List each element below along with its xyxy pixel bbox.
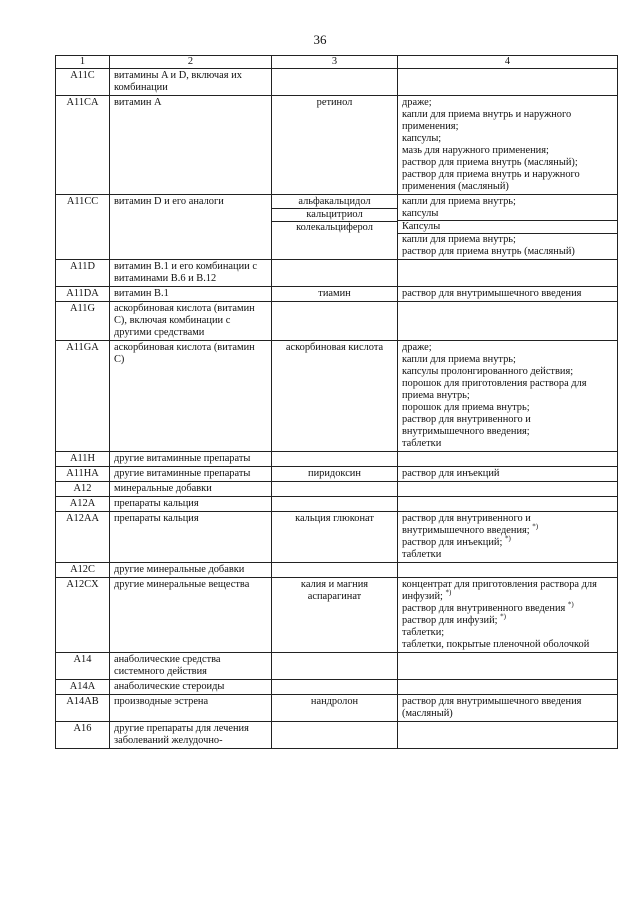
dosage-forms-cell [398, 497, 618, 512]
group-name-cell: витамин B.1 [110, 287, 272, 302]
dosage-form-line: раствор для внутривенного и внутримышечного введения; *) [402, 513, 539, 536]
atc-code-cell: A11G [56, 302, 110, 341]
dosage-form-line: раствор для инъекций [402, 468, 500, 479]
inn-cell [272, 563, 398, 578]
group-name-cell: другие минеральные вещества [110, 578, 272, 653]
inn-cell: пиридоксин [272, 467, 398, 482]
footnote-mark: *) [532, 522, 539, 531]
atc-code-cell: A12CX [56, 578, 110, 653]
dosage-form-line: раствор для внутримышечного введения (масляный) [402, 696, 582, 719]
atc-code-cell: A11DA [56, 287, 110, 302]
table-row [56, 653, 618, 680]
footnote-mark: *) [445, 588, 452, 597]
table-header-row [56, 56, 618, 69]
group-name-cell: препараты кальция [110, 497, 272, 512]
inn-entry: кальцитриол [272, 208, 397, 221]
dosage-form-line: раствор для приема внутрь и наружного применения (масляный) [402, 169, 580, 192]
inn-cell [272, 497, 398, 512]
inn-cell: ретинол [272, 96, 398, 195]
atc-code-cell: A11D [56, 260, 110, 287]
group-name-cell: минеральные добавки [110, 482, 272, 497]
dosage-forms-cell [398, 302, 618, 341]
table-row [56, 563, 618, 578]
inn-cell [272, 680, 398, 695]
dosage-forms-cell [398, 260, 618, 287]
atc-code-cell: A14 [56, 653, 110, 680]
dosage-form-line: порошок для приготовления раствора для приема внутрь; [402, 378, 587, 401]
dosage-form-line: таблетки; [402, 627, 445, 638]
dosage-forms-entry [398, 233, 617, 258]
table-row [56, 287, 618, 302]
dosage-forms-cell [398, 695, 618, 722]
group-name-cell: витамин A [110, 96, 272, 195]
dosage-forms-cell [398, 680, 618, 695]
dosage-form-line: капли для приема внутрь; [402, 196, 516, 207]
dosage-form-line: таблетки [402, 549, 442, 560]
group-name-cell: витамины A и D, включая их комбинации [110, 69, 272, 96]
atc-code-cell: A14A [56, 680, 110, 695]
dosage-form-line: раствор для инфузий; *) [402, 612, 506, 626]
dosage-forms-cell [398, 512, 618, 563]
table-row [56, 578, 618, 653]
inn-cell [272, 69, 398, 96]
dosage-form-line: капли для приема внутрь; [402, 234, 516, 245]
footnote-mark: *) [567, 600, 574, 609]
dosage-forms-cell [398, 467, 618, 482]
inn-cell: калия и магния аспарагинат [272, 578, 398, 653]
atc-code-cell: A14AB [56, 695, 110, 722]
dosage-form-line: раствор для внутривенного введения *) [402, 600, 574, 614]
footnote-mark: *) [500, 612, 506, 621]
dosage-form-line: таблетки, покрытые пленочной оболочкой [402, 639, 590, 650]
dosage-forms-cell [398, 653, 618, 680]
dosage-form-line: порошок для приема внутрь; [402, 402, 530, 413]
atc-code-cell: A11CA [56, 96, 110, 195]
inn-cell [272, 195, 398, 260]
table-row [56, 260, 618, 287]
inn-cell [272, 482, 398, 497]
inn-cell: тиамин [272, 287, 398, 302]
group-name-cell: анаболические стероиды [110, 680, 272, 695]
group-name-cell: другие минеральные добавки [110, 563, 272, 578]
dosage-forms-cell [398, 287, 618, 302]
atc-code-cell: A11HA [56, 467, 110, 482]
drug-list-table [55, 55, 618, 749]
inn-cell: кальция глюконат [272, 512, 398, 563]
inn-cell [272, 260, 398, 287]
dosage-forms-cell [398, 578, 618, 653]
dosage-form-line: мазь для наружного применения; [402, 145, 549, 156]
column-header: 4 [398, 56, 618, 69]
table-row [56, 695, 618, 722]
group-name-cell: другие витаминные препараты [110, 452, 272, 467]
dosage-form-line: раствор для внутримышечного введения [402, 288, 582, 299]
dosage-form-line: таблетки [402, 438, 442, 449]
dosage-forms-cell [398, 482, 618, 497]
atc-code-cell: A11H [56, 452, 110, 467]
dosage-form-line: раствор для приема внутрь (масляный); [402, 157, 578, 168]
dosage-forms-cell [398, 452, 618, 467]
inn-cell [272, 452, 398, 467]
atc-code-cell: A11GA [56, 341, 110, 452]
inn-cell: нандролон [272, 695, 398, 722]
inn-entry: альфакальцидол [298, 196, 371, 207]
table-row [56, 452, 618, 467]
dosage-forms-cell [398, 563, 618, 578]
column-header: 2 [110, 56, 272, 69]
inn-cell [272, 302, 398, 341]
table-row [56, 341, 618, 452]
dosage-forms-cell [398, 195, 618, 260]
group-name-cell: аскорбиновая кислота (витамин C), включая комбинации с другими средствами [110, 302, 272, 341]
dosage-form-line: капли для приема внутрь; [402, 354, 516, 365]
inn-entry: колекальциферол [272, 221, 397, 234]
table-row [56, 722, 618, 749]
table-row [56, 96, 618, 195]
dosage-form-line: раствор для инъекций; *) [402, 534, 511, 548]
inn-cell [272, 722, 398, 749]
group-name-cell: другие витаминные препараты [110, 467, 272, 482]
dosage-form-line: концентрат для приготовления раствора для инфузий; *) [402, 579, 597, 602]
dosage-form-line: раствор для внутривенного и внутримышечного введения; [402, 414, 531, 437]
atc-code-cell: A12A [56, 497, 110, 512]
atc-code-cell: A12AA [56, 512, 110, 563]
dosage-form-line: капсулы; [402, 133, 442, 144]
group-name-cell: препараты кальция [110, 512, 272, 563]
dosage-form-line: капсулы пролонгированного действия; [402, 366, 574, 377]
table-row [56, 680, 618, 695]
atc-code-cell: A16 [56, 722, 110, 749]
atc-code-cell: A12C [56, 563, 110, 578]
group-name-cell: производные эстрена [110, 695, 272, 722]
dosage-form-line: драже; [402, 97, 432, 108]
atc-code-cell: A11C [56, 69, 110, 96]
column-header: 1 [56, 56, 110, 69]
atc-code-cell: A12 [56, 482, 110, 497]
table-row [56, 195, 618, 260]
table-body [56, 69, 618, 749]
dosage-form-line: капсулы [402, 208, 439, 219]
table-row [56, 497, 618, 512]
dosage-forms-cell [398, 96, 618, 195]
dosage-forms-entry [398, 220, 617, 233]
dosage-forms-cell [398, 69, 618, 96]
page-number: 36 [313, 32, 327, 47]
table-row [56, 482, 618, 497]
table-row [56, 302, 618, 341]
dosage-form-line: Капсулы [402, 221, 441, 232]
atc-code-cell: A11CC [56, 195, 110, 260]
group-name-cell: другие препараты для лечения заболеваний желудочно- [110, 722, 272, 749]
group-name-cell: анаболические средства системного действия [110, 653, 272, 680]
inn-cell [272, 653, 398, 680]
dosage-forms-cell [398, 722, 618, 749]
dosage-form-line: драже; [402, 342, 432, 353]
dosage-form-line: капли для приема внутрь и наружного применения; [402, 109, 572, 132]
dosage-form-line: раствор для приема внутрь (масляный) [402, 246, 575, 257]
dosage-forms-entry [398, 196, 617, 220]
dosage-forms-cell [398, 341, 618, 452]
group-name-cell: аскорбиновая кислота (витамин C) [110, 341, 272, 452]
table-row [56, 512, 618, 563]
inn-cell: аскорбиновая кислота [272, 341, 398, 452]
table-row [56, 467, 618, 482]
table-row [56, 69, 618, 96]
column-header: 3 [272, 56, 398, 69]
group-name-cell: витамин B.1 и его комбинации с витаминами B.6 и B.12 [110, 260, 272, 287]
footnote-mark: *) [504, 534, 511, 543]
group-name-cell: витамин D и его аналоги [110, 195, 272, 260]
